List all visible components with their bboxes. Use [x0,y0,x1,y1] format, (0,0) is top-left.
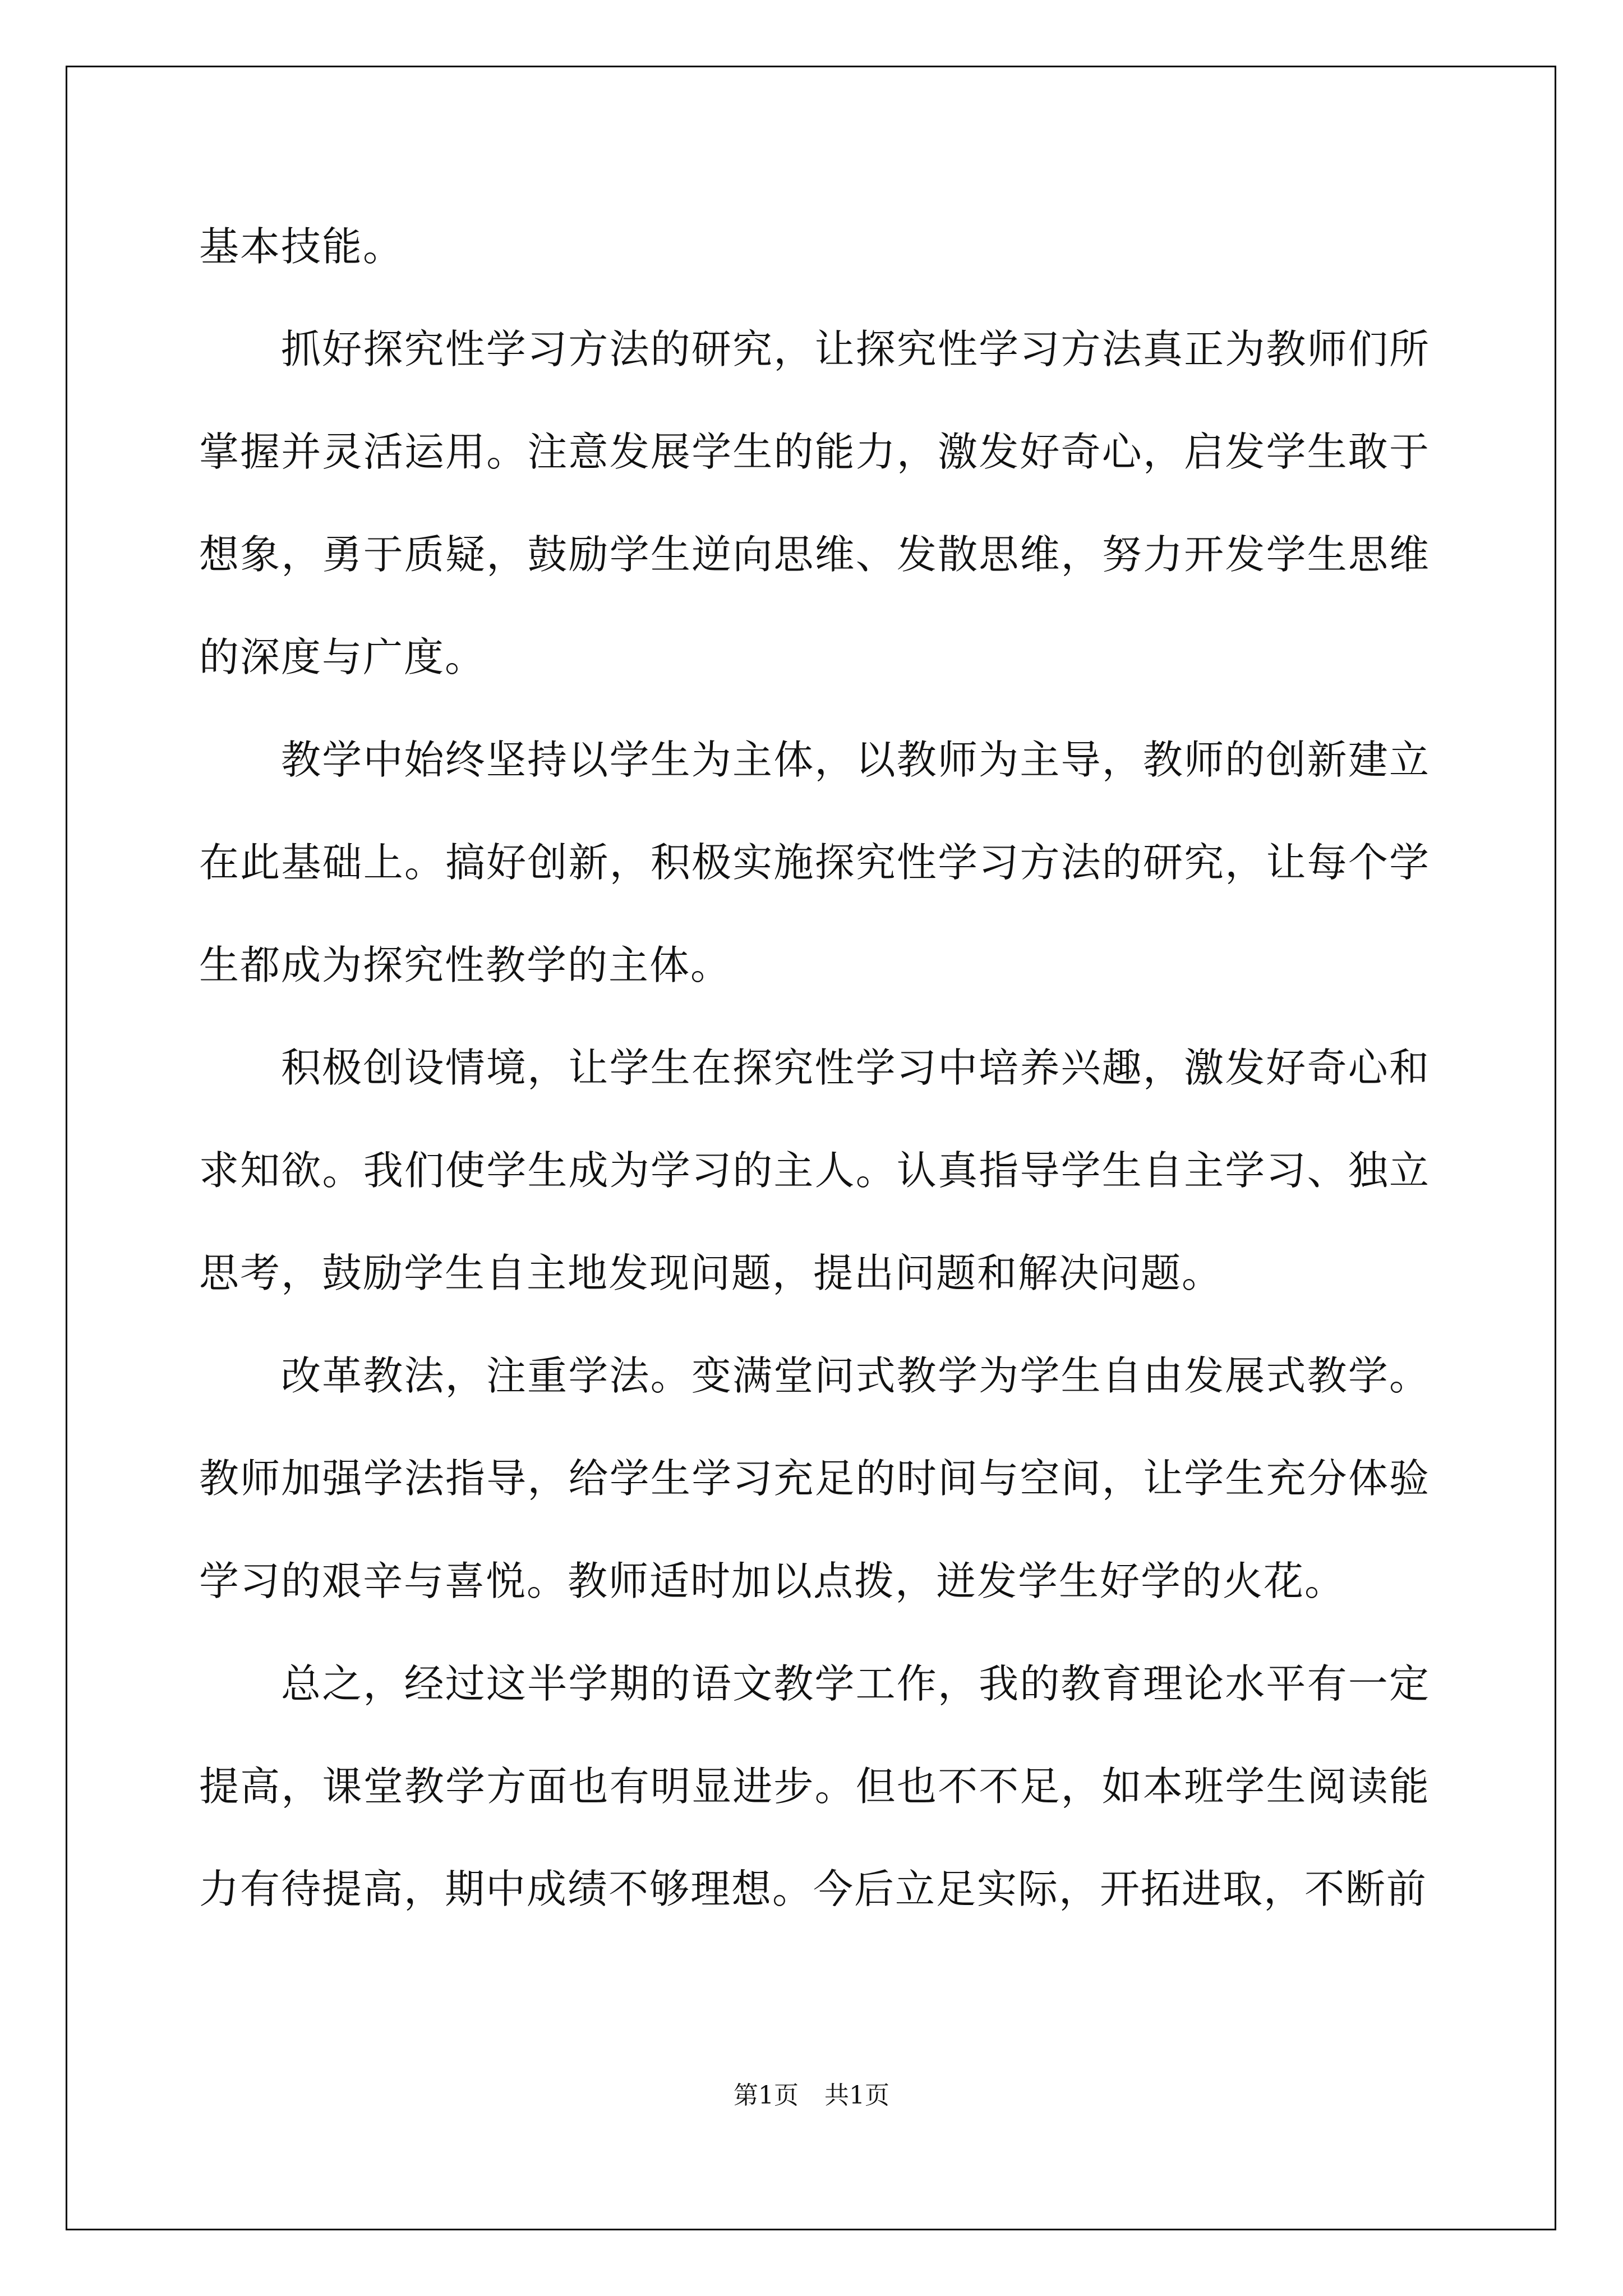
page-number: 第1页 [734,2081,799,2110]
page-footer [0,2079,1623,2113]
paragraph: 抓好探究性学习方法的研究，让探究性学习方法真正为教师们所掌握并灵活运用。注意发展学生的能力，激发好奇心，启发学生敢于想象，勇于质疑，鼓励学生逆向思维、发散思维，努力开发学生思维的深度与广度。 [199,326,1430,680]
paragraph: 积极创设情境，让学生在探究性学习中培养兴趣，激发好奇心和求知欲。我们使学生成为学习的主人。认真指导学生自主学习、独立思考，鼓励学生自主地发现问题，提出问题和解决问题。 [199,1045,1430,1296]
page-total: 共1页 [824,2081,889,2110]
paragraph-continuation: 基本技能。 [199,223,404,270]
document-body [199,195,1430,1940]
paragraph: 改革教法，注重学法。变满堂问式教学为学生自由发展式教学。教师加强学法指导，给学生学习充足的时间与空间，让学生充分体验学习的艰辛与喜悦。教师适时加以点拨，迸发学生好学的火花。 [199,1352,1430,1604]
paragraph: 教学中始终坚持以学生为主体，以教师为主导，教师的创新建立在此基础上。搞好创新，积极实施探究性学习方法的研究，让每个学生都成为探究性教学的主体。 [199,737,1430,988]
paragraph: 总之，经过这半学期的语文教学工作，我的教育理论水平有一定提高，课堂教学方面也有明显进步。但也不不足，如本班学生阅读能力有待提高，期中成绩不够理想。今后立足实际，开拓进取，不断前 [199,1660,1430,1912]
